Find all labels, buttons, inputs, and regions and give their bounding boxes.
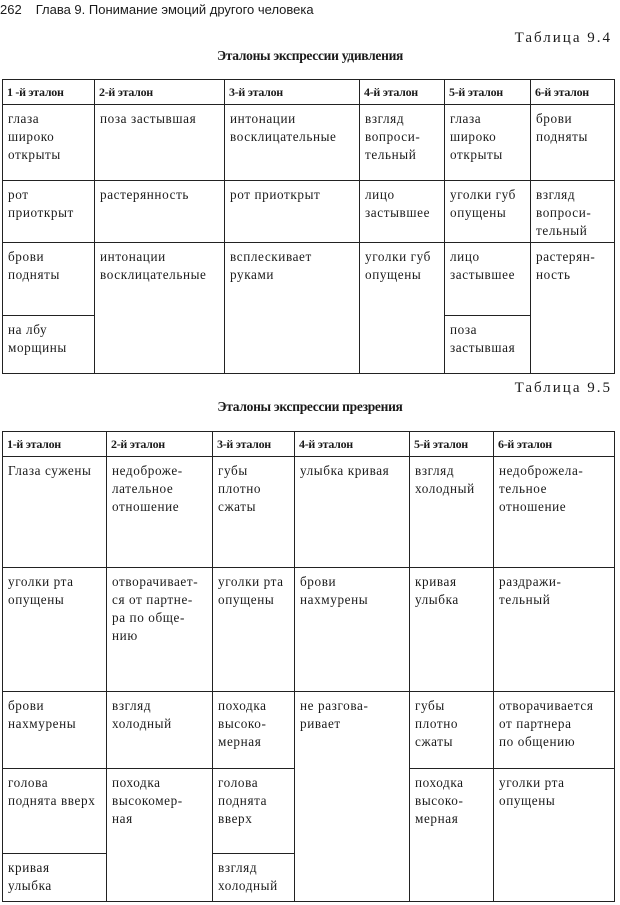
table-9-5 — [2, 431, 615, 902]
table-9-5-caption: Эталоны экспрессии презрения — [217, 399, 403, 414]
column-header: 2-й эталон — [107, 432, 213, 457]
table-9-4-label: Таблица 9.4 — [514, 30, 612, 46]
column-header: 4-й эталон — [295, 432, 410, 457]
column-header: 6-й эталон — [494, 432, 615, 457]
table-cell: растерян- ность — [531, 243, 615, 374]
table-cell: на лбу морщины — [3, 316, 95, 374]
table-cell: уголки рта опущены — [213, 568, 295, 692]
table-cell: поза застывшая — [445, 316, 531, 374]
column-header: 3-й эталон — [213, 432, 295, 457]
column-header: 3-й эталон — [225, 80, 360, 105]
table-cell: не разгова- ривает — [295, 692, 410, 902]
table-9-4 — [2, 79, 615, 374]
table-cell: взгляд вопроси- тельный — [531, 181, 615, 243]
table-header-row — [3, 80, 615, 105]
table-cell: голова поднята вверх — [3, 769, 107, 854]
table-cell: недоброжела- тельное отношение — [494, 457, 615, 568]
table-cell: брови подняты — [3, 243, 95, 316]
table-cell: отворачивает- ся от партне- ра по обще- нию — [107, 568, 213, 692]
table-cell: рот приоткрыт — [225, 181, 360, 243]
table-cell: походка высокомер- ная — [107, 769, 213, 902]
column-header: 1-й эталон — [3, 432, 107, 457]
table-cell: лицо застывшее — [360, 181, 445, 243]
table-cell: уголки губ опущены — [445, 181, 531, 243]
table-9-4-caption: Эталоны экспрессии удивления — [216, 48, 404, 63]
table-cell: взгляд холодный — [213, 854, 295, 902]
table-cell: раздражи- тельный — [494, 568, 615, 692]
table-header-row — [3, 432, 615, 457]
column-header: 5-й эталон — [410, 432, 494, 457]
column-header: 6-й эталон — [531, 80, 615, 105]
column-header: 5-й эталон — [445, 80, 531, 105]
table-cell: отворачивается от партнера по общению — [494, 692, 615, 769]
table-cell: глаза широко открыты — [3, 105, 95, 181]
table-row — [3, 457, 615, 568]
table-cell: всплескивает руками — [225, 243, 360, 374]
table-cell: поза застывшая — [95, 105, 225, 181]
table-cell: глаза широко открыты — [445, 105, 531, 181]
table-cell: взгляд вопроси- тельный — [360, 105, 445, 181]
table-cell: брови нахмурены — [295, 568, 410, 692]
table-row — [3, 105, 615, 181]
table-cell: уголки губ опущены — [360, 243, 445, 374]
table-row — [3, 692, 615, 769]
table-cell: лицо застывшее — [445, 243, 531, 316]
table-cell: недоброже- лательное отношение — [107, 457, 213, 568]
table-cell: Глаза сужены — [3, 457, 107, 568]
page-number: 262 — [0, 2, 22, 17]
table-cell: взгляд холодный — [410, 457, 494, 568]
table-cell: походка высоко- мерная — [410, 769, 494, 902]
running-header — [0, 2, 314, 17]
table-cell: растерянность — [95, 181, 225, 243]
table-cell: голова поднята вверх — [213, 769, 295, 854]
column-header: 1 -й эталон — [3, 80, 95, 105]
table-cell: интонации восклицательные — [225, 105, 360, 181]
table-cell: уголки рта опущены — [3, 568, 107, 692]
table-cell: рот приоткрыт — [3, 181, 95, 243]
table-cell: интонации восклицательные — [95, 243, 225, 374]
table-row — [3, 243, 615, 316]
column-header: 2-й эталон — [95, 80, 225, 105]
table-cell: уголки рта опущены — [494, 769, 615, 902]
table-cell: брови подняты — [531, 105, 615, 181]
running-title: Глава 9. Понимание эмоций другого человека — [35, 2, 314, 17]
table-cell: брови нахмурены — [3, 692, 107, 769]
table-row — [3, 568, 615, 692]
column-header: 4-й эталон — [360, 80, 445, 105]
table-cell: походка высоко- мерная — [213, 692, 295, 769]
table-cell: губы плотно сжаты — [213, 457, 295, 568]
table-cell: взгляд холодный — [107, 692, 213, 769]
table-cell: кривая улыбка — [3, 854, 107, 902]
table-cell: кривая улыбка — [410, 568, 494, 692]
table-row — [3, 181, 615, 243]
table-9-5-label: Таблица 9.5 — [514, 380, 612, 396]
table-cell: губы плотно сжаты — [410, 692, 494, 769]
table-cell: улыбка кривая — [295, 457, 410, 568]
